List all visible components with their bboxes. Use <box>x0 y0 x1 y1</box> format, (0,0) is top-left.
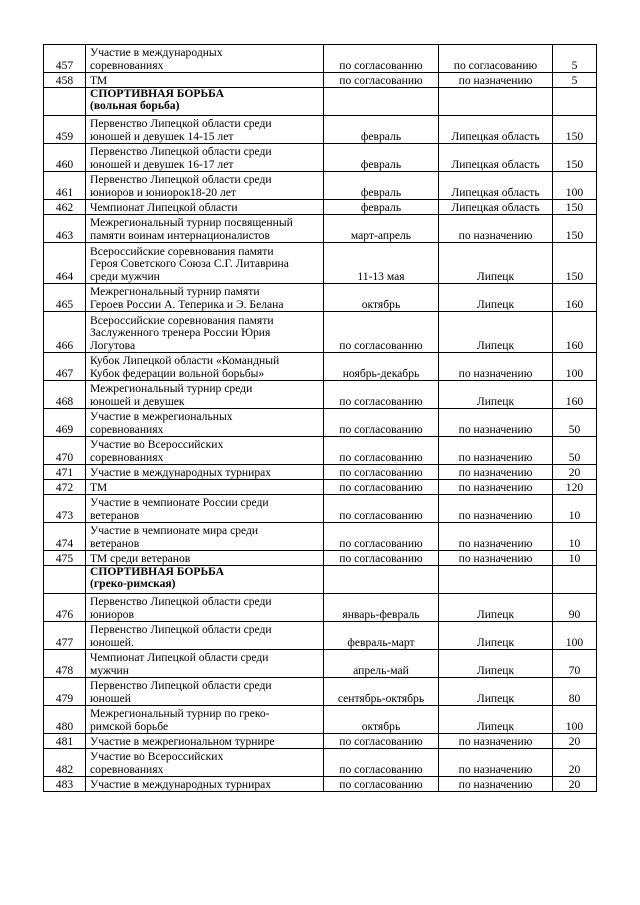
place-cell: Липецк <box>439 622 553 650</box>
event-name-line: Участие во Всероссийских <box>90 750 224 764</box>
event-name-cell <box>86 215 324 243</box>
event-name-line: Участие в международных турнирах <box>90 465 272 479</box>
place-cell: Липецк <box>439 312 553 353</box>
table-row <box>44 116 597 144</box>
event-name-line: юниоров <box>90 607 134 621</box>
row-number-cell: 470 <box>44 437 86 465</box>
participants-cell: 100 <box>553 353 597 381</box>
place-cell: по назначению <box>439 734 553 749</box>
table-row <box>44 480 597 495</box>
date-cell: ноябрь-декабрь <box>324 353 439 381</box>
event-name-line: Чемпионат Липецкой области <box>90 200 238 214</box>
event-name-line: Межрегиональный турнир памяти <box>90 285 260 299</box>
table-row <box>44 200 597 215</box>
event-name-line: юношей. <box>90 635 134 649</box>
participants-cell: 5 <box>553 73 597 88</box>
event-name-line: Заслуженного тренера России Юрия <box>90 326 271 340</box>
event-name-line: соревнованиях <box>90 58 164 72</box>
event-name-cell <box>86 622 324 650</box>
event-name-line: Участие во Всероссийских <box>90 438 224 452</box>
row-number-cell: 473 <box>44 495 86 523</box>
section-header-row <box>44 566 597 594</box>
event-name-line: Межрегиональный турнир посвященный <box>90 216 293 230</box>
participants-cell <box>553 566 597 594</box>
participants-cell: 160 <box>553 284 597 312</box>
participants-cell: 150 <box>553 116 597 144</box>
table-row <box>44 551 597 566</box>
event-name-line: Первенство Липецкой области среди <box>90 145 272 159</box>
event-name-line: Героя Советского Союза С.Г. Литаврина <box>90 257 289 271</box>
event-name-cell <box>86 734 324 749</box>
participants-cell: 10 <box>553 551 597 566</box>
participants-cell: 10 <box>553 495 597 523</box>
event-name-cell <box>86 144 324 172</box>
date-cell: по согласованию <box>324 409 439 437</box>
table-row <box>44 678 597 706</box>
table-row <box>44 284 597 312</box>
event-name-line: ветеранов <box>90 536 140 550</box>
row-number-cell: 480 <box>44 706 86 734</box>
event-name-line: римской борьбе <box>90 719 169 733</box>
place-cell: по назначению <box>439 749 553 777</box>
row-number-cell: 482 <box>44 749 86 777</box>
date-cell: март-апрель <box>324 215 439 243</box>
participants-cell: 5 <box>553 45 597 73</box>
participants-cell: 100 <box>553 706 597 734</box>
date-cell <box>324 88 439 116</box>
event-name-line: Первенство Липецкой области среди <box>90 679 272 693</box>
place-cell: Липецкая область <box>439 116 553 144</box>
date-cell: по согласованию <box>324 437 439 465</box>
participants-cell: 150 <box>553 200 597 215</box>
place-cell: Липецкая область <box>439 200 553 215</box>
event-name-cell <box>86 650 324 678</box>
date-cell: октябрь <box>324 284 439 312</box>
event-name-cell <box>86 243 324 284</box>
event-name-cell <box>86 551 324 566</box>
event-name-cell <box>86 594 324 622</box>
table-row <box>44 172 597 200</box>
participants-cell: 160 <box>553 312 597 353</box>
place-cell: по назначению <box>439 495 553 523</box>
date-cell: по согласованию <box>324 749 439 777</box>
event-name-line: Участие в международных <box>90 46 223 60</box>
event-name-line: ветеранов <box>90 508 140 522</box>
date-cell: по согласованию <box>324 777 439 792</box>
event-name-cell <box>86 480 324 495</box>
table-row <box>44 622 597 650</box>
table-row <box>44 312 597 353</box>
row-number-cell: 465 <box>44 284 86 312</box>
date-cell: февраль-март <box>324 622 439 650</box>
participants-cell: 150 <box>553 144 597 172</box>
table-row <box>44 409 597 437</box>
event-name-line: юношей <box>90 691 131 705</box>
event-name-cell <box>86 777 324 792</box>
event-name-cell <box>86 116 324 144</box>
event-name-line: Кубок федерации вольной борьбы» <box>90 366 265 380</box>
date-cell: по согласованию <box>324 495 439 523</box>
date-cell: по согласованию <box>324 465 439 480</box>
event-name-line: Всероссийские соревнования памяти <box>90 244 274 258</box>
date-cell: по согласованию <box>324 734 439 749</box>
event-name-cell <box>86 45 324 73</box>
place-cell: по назначению <box>439 437 553 465</box>
row-number-cell: 479 <box>44 678 86 706</box>
row-number-cell: 457 <box>44 45 86 73</box>
section-title-line: СПОРТИВНАЯ БОРЬБА <box>90 87 225 100</box>
participants-cell: 80 <box>553 678 597 706</box>
row-number-cell <box>44 88 86 116</box>
event-name-line: Героев России А. Теперика и Э. Белана <box>90 297 284 311</box>
event-name-cell <box>86 465 324 480</box>
event-name-line: Всероссийские соревнования памяти <box>90 313 274 327</box>
row-number-cell: 467 <box>44 353 86 381</box>
event-name-line: соревнованиях <box>90 762 164 776</box>
event-name-cell <box>86 409 324 437</box>
event-name-line: памяти воинам интернационалистов <box>90 228 270 242</box>
table-row <box>44 777 597 792</box>
table-row <box>44 650 597 678</box>
place-cell <box>439 88 553 116</box>
date-cell: апрель-май <box>324 650 439 678</box>
row-number-cell: 466 <box>44 312 86 353</box>
event-name-cell <box>86 523 324 551</box>
event-name-line: юношей и девушек <box>90 394 185 408</box>
place-cell: по назначению <box>439 523 553 551</box>
section-title-cell <box>86 566 324 594</box>
row-number-cell: 469 <box>44 409 86 437</box>
place-cell: по согласованию <box>439 45 553 73</box>
date-cell: по согласованию <box>324 312 439 353</box>
table-row <box>44 465 597 480</box>
event-name-line: соревнованиях <box>90 450 164 464</box>
table-row <box>44 706 597 734</box>
event-name-cell <box>86 495 324 523</box>
section-header-row <box>44 88 597 116</box>
participants-cell: 20 <box>553 465 597 480</box>
participants-cell: 70 <box>553 650 597 678</box>
row-number-cell: 474 <box>44 523 86 551</box>
event-name-line: ТМ <box>90 73 108 87</box>
event-name-cell <box>86 381 324 409</box>
participants-cell: 150 <box>553 215 597 243</box>
event-name-line: Чемпионат Липецкой области среди <box>90 651 269 665</box>
event-name-cell <box>86 200 324 215</box>
date-cell: февраль <box>324 116 439 144</box>
row-number-cell: 477 <box>44 622 86 650</box>
row-number-cell: 468 <box>44 381 86 409</box>
event-name-line: ТМ <box>90 480 108 494</box>
date-cell: январь-февраль <box>324 594 439 622</box>
event-name-line: Межрегиональный турнир по греко- <box>90 707 270 721</box>
participants-cell: 100 <box>553 622 597 650</box>
event-name-cell <box>86 353 324 381</box>
event-name-cell <box>86 172 324 200</box>
row-number-cell: 481 <box>44 734 86 749</box>
place-cell: Липецкая область <box>439 172 553 200</box>
date-cell <box>324 566 439 594</box>
table-row <box>44 353 597 381</box>
event-name-line: Первенство Липецкой области среди <box>90 117 272 131</box>
event-name-line: Участие в международных турнирах <box>90 777 272 791</box>
participants-cell: 20 <box>553 734 597 749</box>
date-cell: 11-13 мая <box>324 243 439 284</box>
event-name-cell <box>86 312 324 353</box>
date-cell: по согласованию <box>324 551 439 566</box>
participants-cell: 50 <box>553 437 597 465</box>
date-cell: февраль <box>324 144 439 172</box>
row-number-cell: 475 <box>44 551 86 566</box>
date-cell: по согласованию <box>324 381 439 409</box>
event-name-line: Участие в межрегиональных <box>90 410 233 424</box>
event-name-line: Участие в чемпионате мира среди <box>90 524 259 538</box>
date-cell: по согласованию <box>324 523 439 551</box>
event-name-line: Участие в чемпионате России среди <box>90 496 269 510</box>
place-cell: Липецк <box>439 650 553 678</box>
table-row <box>44 594 597 622</box>
table-row <box>44 749 597 777</box>
row-number-cell: 458 <box>44 73 86 88</box>
row-number-cell: 483 <box>44 777 86 792</box>
place-cell: по назначению <box>439 73 553 88</box>
event-name-line: Межрегиональный турнир среди <box>90 382 253 396</box>
place-cell: по назначению <box>439 551 553 566</box>
row-number-cell: 462 <box>44 200 86 215</box>
event-name-cell <box>86 284 324 312</box>
table-row <box>44 523 597 551</box>
participants-cell: 50 <box>553 409 597 437</box>
table-row <box>44 495 597 523</box>
date-cell: по согласованию <box>324 480 439 495</box>
participants-cell <box>553 88 597 116</box>
participants-cell: 10 <box>553 523 597 551</box>
event-name-line: юношей и девушек 16-17 лет <box>90 157 234 171</box>
date-cell: по согласованию <box>324 73 439 88</box>
row-number-cell: 472 <box>44 480 86 495</box>
place-cell: Липецк <box>439 706 553 734</box>
events-table-body <box>44 45 597 792</box>
date-cell: февраль <box>324 200 439 215</box>
event-name-line: Логутова <box>90 338 136 352</box>
row-number-cell: 478 <box>44 650 86 678</box>
row-number-cell: 460 <box>44 144 86 172</box>
row-number-cell: 459 <box>44 116 86 144</box>
row-number-cell: 471 <box>44 465 86 480</box>
table-row <box>44 243 597 284</box>
participants-cell: 90 <box>553 594 597 622</box>
event-name-line: Кубок Липецкой области «Командный <box>90 354 280 368</box>
date-cell: сентябрь-октябрь <box>324 678 439 706</box>
event-name-line: Первенство Липецкой области среди <box>90 595 272 609</box>
row-number-cell: 476 <box>44 594 86 622</box>
place-cell: по назначению <box>439 777 553 792</box>
place-cell: Липецк <box>439 594 553 622</box>
date-cell: февраль <box>324 172 439 200</box>
event-name-cell <box>86 706 324 734</box>
table-row <box>44 437 597 465</box>
participants-cell: 100 <box>553 172 597 200</box>
place-cell: Липецк <box>439 284 553 312</box>
place-cell: по назначению <box>439 215 553 243</box>
place-cell: по назначению <box>439 480 553 495</box>
place-cell: Липецкая область <box>439 144 553 172</box>
table-row <box>44 73 597 88</box>
table-row <box>44 381 597 409</box>
event-name-line: Первенство Липецкой области среди <box>90 173 272 187</box>
event-name-cell <box>86 678 324 706</box>
event-name-line: соревнованиях <box>90 422 164 436</box>
place-cell <box>439 566 553 594</box>
event-name-line: Первенство Липецкой области среди <box>90 623 272 637</box>
section-title-line: (греко-римская) <box>90 577 176 591</box>
table-row <box>44 734 597 749</box>
section-title-line: СПОРТИВНАЯ БОРЬБА <box>90 565 225 578</box>
place-cell: по назначению <box>439 465 553 480</box>
table-row <box>44 215 597 243</box>
table-row <box>44 144 597 172</box>
date-cell: по согласованию <box>324 45 439 73</box>
place-cell: Липецк <box>439 243 553 284</box>
event-name-line: мужчин <box>90 663 129 677</box>
date-cell: октябрь <box>324 706 439 734</box>
table-row <box>44 45 597 73</box>
event-name-cell <box>86 749 324 777</box>
place-cell: по назначению <box>439 409 553 437</box>
event-name-line: среди мужчин <box>90 269 160 283</box>
section-title-cell <box>86 88 324 116</box>
row-number-cell <box>44 566 86 594</box>
event-name-cell <box>86 437 324 465</box>
row-number-cell: 464 <box>44 243 86 284</box>
events-table <box>43 44 597 792</box>
event-name-line: Участие в межрегиональном турнире <box>90 734 275 748</box>
event-name-line: ТМ среди ветеранов <box>90 551 191 565</box>
place-cell: по назначению <box>439 353 553 381</box>
event-name-line: юниоров и юниорок18-20 лет <box>90 185 236 199</box>
row-number-cell: 461 <box>44 172 86 200</box>
participants-cell: 160 <box>553 381 597 409</box>
place-cell: Липецк <box>439 678 553 706</box>
row-number-cell: 463 <box>44 215 86 243</box>
participants-cell: 20 <box>553 749 597 777</box>
participants-cell: 150 <box>553 243 597 284</box>
section-title-line: (вольная борьба) <box>90 99 180 113</box>
participants-cell: 20 <box>553 777 597 792</box>
place-cell: Липецк <box>439 381 553 409</box>
participants-cell: 120 <box>553 480 597 495</box>
event-name-line: юношей и девушек 14-15 лет <box>90 129 234 143</box>
event-name-cell <box>86 73 324 88</box>
